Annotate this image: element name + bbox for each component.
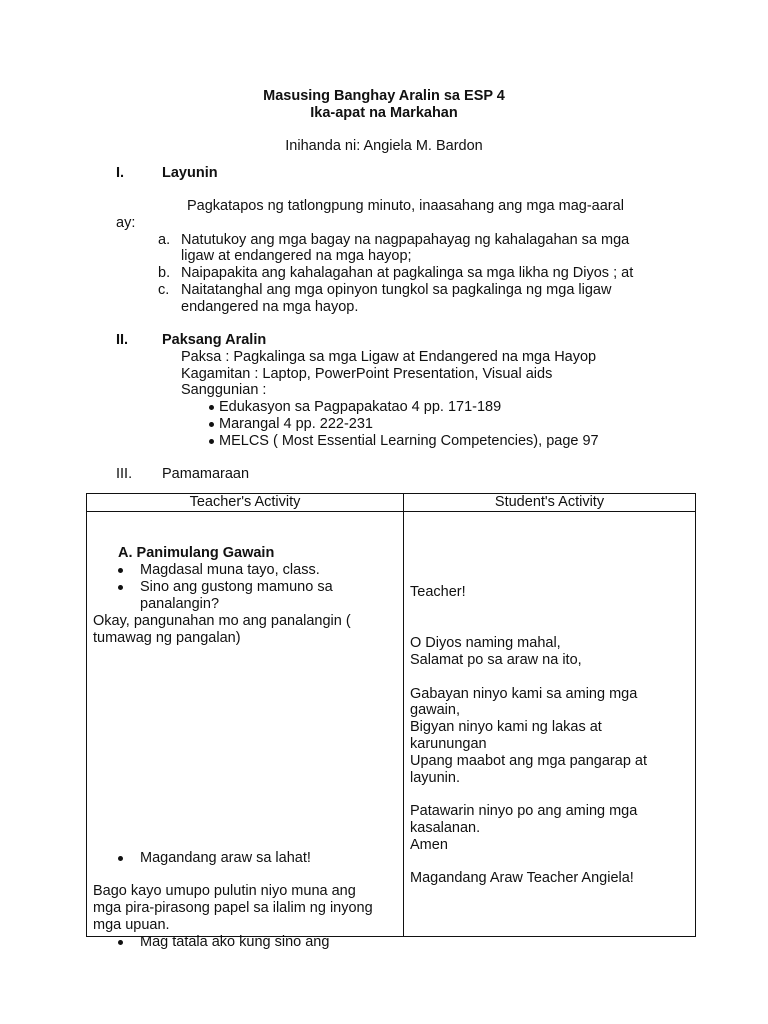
teacher-line: Sino ang gustong mamuno sa	[140, 579, 333, 595]
section-heading-paksang-aralin: Paksang Aralin	[162, 332, 267, 348]
section-numeral-2: II.	[116, 332, 129, 348]
student-line: Teacher!	[410, 584, 466, 600]
section-numeral-3: III.	[116, 466, 133, 482]
prayer-line: Bigyan ninyo kami ng lakas at	[410, 719, 602, 735]
sanggunian-label: Sanggunian :	[181, 382, 267, 398]
bullet-icon	[118, 856, 123, 861]
layunin-intro-cont: ay:	[116, 215, 136, 231]
objective-marker: b.	[158, 265, 171, 281]
bullet-icon	[118, 940, 123, 945]
prayer-line: Gabayan ninyo kami sa aming mga	[410, 686, 638, 702]
bullet-icon	[209, 405, 214, 410]
objective-c-cont: endangered na mga hayop.	[181, 299, 359, 315]
objective-a: Natutukoy ang mga bagay na nagpapahayag ng kahalagahan sa mga	[181, 232, 630, 248]
objective-c: Naitatanghal ang mga opinyon tungkol sa pagkalinga ng mga ligaw	[181, 282, 612, 298]
teacher-line: Magandang araw sa lahat!	[140, 850, 311, 866]
student-activity-cell	[404, 512, 696, 937]
activity-table	[86, 493, 696, 950]
objective-b: Naipapakita ang kahalagahan at pagkalinga sa mga likha ng Diyos ; at	[181, 265, 634, 281]
prayer-line: O Diyos naming mahal,	[410, 635, 561, 651]
paksa-line: Paksa : Pagkalinga sa mga Ligaw at Endangered na mga Hayop	[181, 349, 597, 365]
prayer-line: gawain,	[410, 702, 460, 718]
prayer-line: layunin.	[410, 770, 460, 786]
reference-item: Marangal 4 pp. 222-231	[219, 416, 373, 432]
prayer-line: Upang maabot ang mga pangarap at	[410, 753, 648, 769]
objective-marker: a.	[158, 232, 171, 248]
objective-a-cont: ligaw at endangered na mga hayop;	[181, 248, 412, 264]
teacher-line: Mag tatala ako kung sino ang	[140, 934, 330, 950]
reference-item: Edukasyon sa Pagpapakatao 4 pp. 171-189	[219, 399, 502, 415]
teacher-line: panalangin?	[140, 596, 220, 612]
teacher-line: Okay, pangunahan mo ang panalangin (	[93, 613, 351, 629]
bullet-icon	[118, 568, 123, 573]
teacher-activity-cell	[87, 512, 404, 950]
teacher-line: Bago kayo umupo pulutin niyo muna ang	[93, 883, 356, 899]
document-subtitle: Ika-apat na Markahan	[310, 105, 458, 121]
bullet-icon	[118, 585, 123, 590]
teacher-line: mga pira-pirasong papel sa ilalim ng inyong	[93, 900, 373, 916]
kagamitan-line: Kagamitan : Laptop, PowerPoint Presentation, Visual aids	[181, 366, 553, 382]
objective-marker: c.	[158, 282, 170, 298]
section-numeral-1: I.	[116, 165, 125, 181]
reference-item: MELCS ( Most Essential Learning Competencies), page 97	[219, 433, 599, 449]
prayer-line: Patawarin ninyo po ang aming mga	[410, 803, 638, 819]
section-heading-layunin: Layunin	[162, 165, 218, 181]
teacher-line: tumawag ng pangalan)	[93, 630, 241, 646]
section-heading-pamamaraan: Pamamaraan	[162, 466, 250, 482]
teacher-line: mga upuan.	[93, 917, 170, 933]
layunin-intro: Pagkatapos ng tatlongpung minuto, inaasahang ang mga mag-aaral	[187, 198, 624, 214]
prayer-line: Amen	[410, 837, 448, 853]
prayer-line: karunungan	[410, 736, 487, 752]
student-activity-header: Student's Activity	[404, 494, 696, 512]
document-title: Masusing Banghay Aralin sa ESP 4	[263, 88, 505, 104]
teacher-line: Magdasal muna tayo, class.	[140, 562, 320, 578]
student-line: Magandang Araw Teacher Angiela!	[410, 870, 634, 886]
author-line: Inihanda ni: Angiela M. Bardon	[285, 138, 483, 154]
prayer-line: Salamat po sa araw na ito,	[410, 652, 582, 668]
bullet-icon	[209, 439, 214, 444]
bullet-icon	[209, 422, 214, 427]
section-heading-panimulang-gawain: A. Panimulang Gawain	[118, 545, 275, 561]
teacher-activity-header: Teacher's Activity	[87, 494, 404, 512]
prayer-line: kasalanan.	[410, 820, 481, 836]
